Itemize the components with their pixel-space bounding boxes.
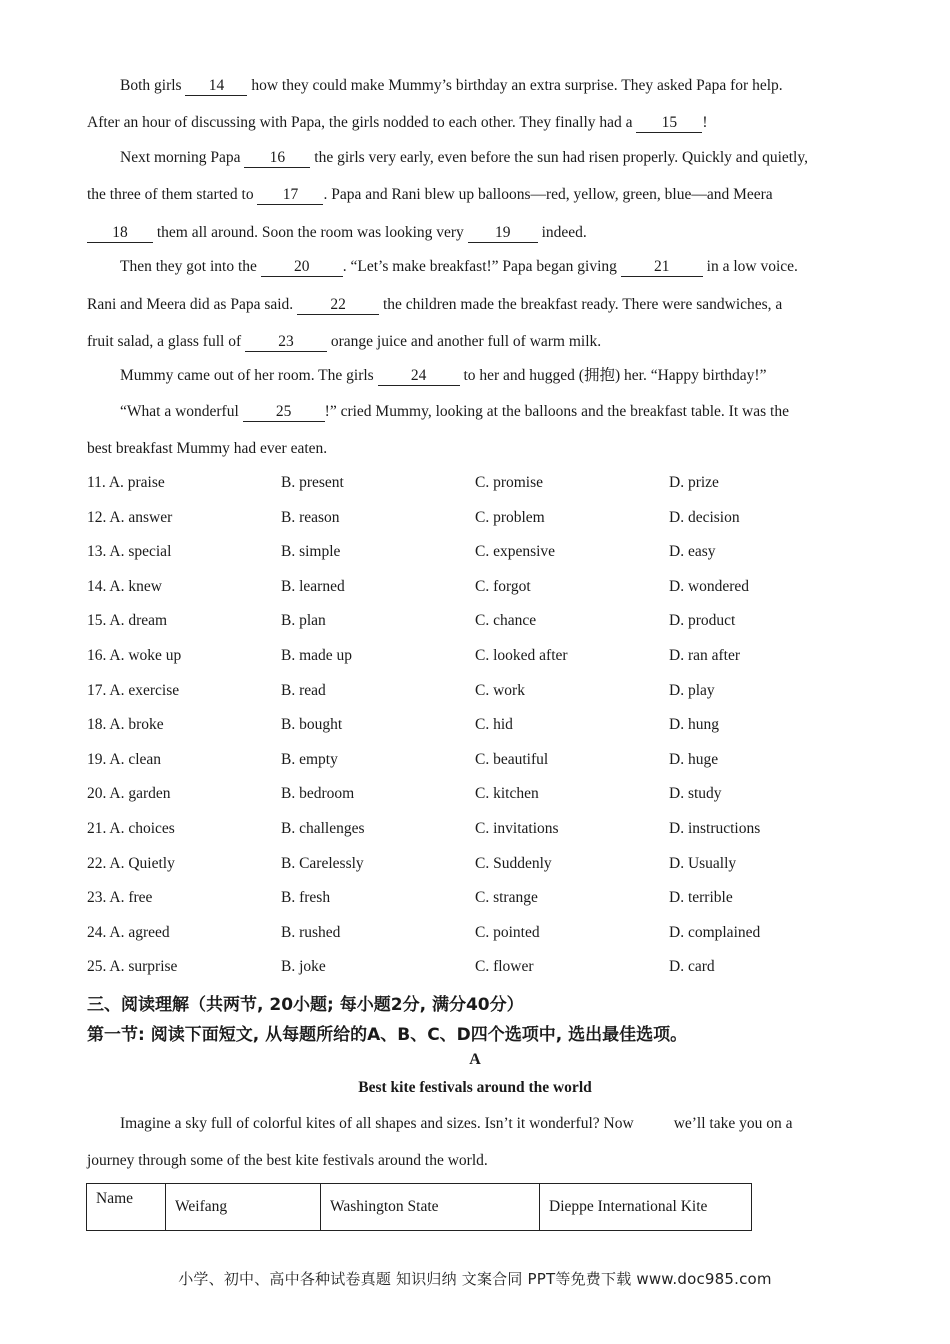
blank-18: 18 xyxy=(87,224,153,243)
passage-line-10: “What a wonderful 25 !” cried Mummy, looking at the balloons and the breakfast table. It was the xyxy=(120,403,789,420)
passage-line-11: best breakfast Mummy had ever eaten. xyxy=(87,440,328,457)
intro-line-2: journey through some of the best kite festivals around the world. xyxy=(87,1152,488,1169)
option-row-14: 14. A. knew B. learned C. forgot D. wondered xyxy=(87,577,750,595)
festival-table xyxy=(86,1183,752,1231)
option-row-23: 23. A. free B. fresh C. strange D. terrible xyxy=(87,889,733,907)
passage-line-8: fruit salad, a glass full of 23 orange juice and another full of warm milk. xyxy=(87,333,602,350)
blank-16: 16 xyxy=(244,149,310,168)
page-footer: 小学、初中、高中各种试卷真题 知识归纳 文案合同 PPT等免费下载 www.doc985.com xyxy=(178,1270,772,1288)
passage-line-6: Then they got into the 20 . “Let’s make breakfast!” Papa began giving 21 in a low voice. xyxy=(120,258,798,275)
passage-title: Best kite festivals around the world xyxy=(358,1079,592,1096)
blank-22: 22 xyxy=(297,296,379,315)
passage-line-9: Mummy came out of her room. The girls 24 to her and hugged (拥抱) her. “Happy birthday!” xyxy=(120,367,767,384)
section-heading: 三、阅读理解（共两节, 20小题; 每小题2分, 满分40分） xyxy=(87,995,524,1015)
option-row-24: 24. A. agreed B. rushed C. pointed D. complained xyxy=(87,923,761,941)
blank-21: 21 xyxy=(621,258,703,277)
blank-24: 24 xyxy=(378,367,460,386)
passage-line-3: Next morning Papa 16 the girls very early, even before the sun had risen properly. Quickly and quietly, xyxy=(120,149,808,166)
passage-line-1: Both girls 14 how they could make Mummy’s birthday an extra surprise. They asked Papa for help. xyxy=(120,77,783,94)
options-list xyxy=(87,470,867,989)
table-cell-weifang: Weifang xyxy=(166,1184,321,1231)
blank-25: 25 xyxy=(243,403,325,422)
blank-20: 20 xyxy=(261,258,343,277)
table-row xyxy=(87,1184,752,1231)
option-row-16: 16. A. woke up B. made up C. looked after D. ran after xyxy=(87,646,740,664)
passage-line-7: Rani and Meera did as Papa said. 22 the children made the breakfast ready. There were sandwiches, a xyxy=(87,296,783,313)
option-row-15: 15. A. dream B. plan C. chance D. product xyxy=(87,612,736,630)
option-row-25: 25. A. surprise B. joke C. flower D. card xyxy=(87,958,715,976)
blank-14: 14 xyxy=(185,77,247,96)
blank-15: 15 xyxy=(636,114,702,133)
passage-line-4: the three of them started to 17 . Papa and Rani blew up balloons—red, yellow, green, blue—and Meera xyxy=(87,186,773,203)
table-cell-washington: Washington State xyxy=(321,1184,540,1231)
part-instruction: 第一节: 阅读下面短文, 从每题所给的A、B、C、D四个选项中, 选出最佳选项。 xyxy=(87,1025,688,1045)
table-cell-name: Name xyxy=(87,1184,166,1231)
table-cell-dieppe: Dieppe International Kite xyxy=(540,1184,752,1231)
option-row-19: 19. A. clean B. empty C. beautiful D. huge xyxy=(87,750,719,768)
blank-17: 17 xyxy=(257,186,323,205)
intro-line-1: Imagine a sky full of colorful kites of all shapes and sizes. Isn’t it wonderful? Now we’ll take you on a xyxy=(120,1115,793,1132)
blank-19: 19 xyxy=(468,224,538,243)
passage-line-5: 18 them all around. Soon the room was looking very 19 indeed. xyxy=(87,214,862,251)
option-row-18: 18. A. broke B. bought C. hid D. hung xyxy=(87,716,719,734)
passage-letter: A xyxy=(469,1051,481,1068)
blank-23: 23 xyxy=(245,333,327,352)
option-row-12: 12. A. answer B. reason C. problem D. decision xyxy=(87,508,740,526)
option-row-22: 22. A. Quietly B. Carelessly C. Suddenly D. Usually xyxy=(87,854,737,872)
passage-line-2: After an hour of discussing with Papa, the girls nodded to each other. They finally had a 15 ! xyxy=(87,114,708,131)
option-row-17: 17. A. exercise B. read C. work D. play xyxy=(87,681,715,699)
option-row-11: 11. A. praise B. present C. promise D. prize xyxy=(87,474,719,491)
option-row-21: 21. A. choices B. challenges C. invitations D. instructions xyxy=(87,819,761,837)
option-row-13: 13. A. special B. simple C. expensive D. easy xyxy=(87,543,716,561)
option-row-20: 20. A. garden B. bedroom C. kitchen D. study xyxy=(87,785,722,803)
